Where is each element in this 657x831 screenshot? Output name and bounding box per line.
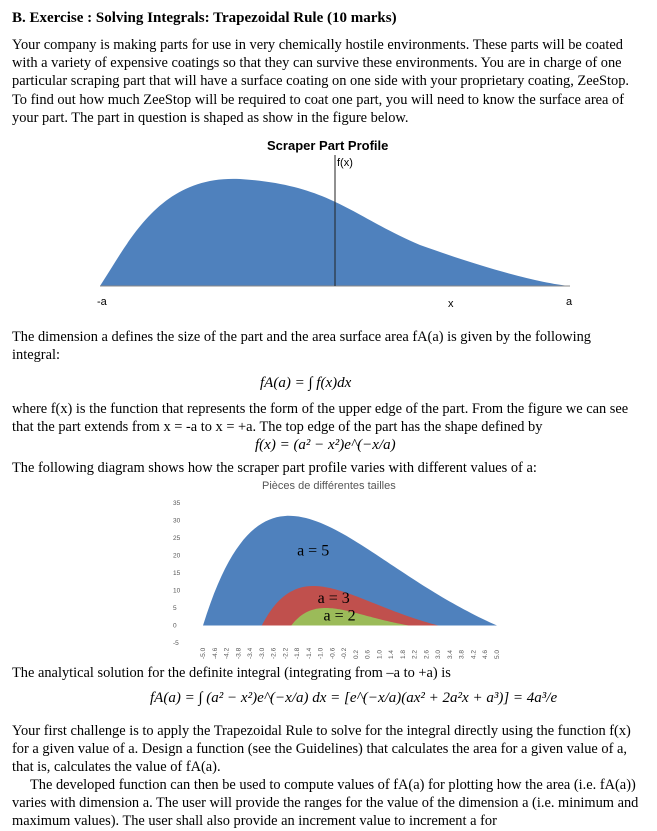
analytic-intro: The analytical solution for the definite integral (integrating from –a to +a) is xyxy=(12,665,451,681)
diagram-intro: The following diagram shows how the scraper part profile varies with different values of a: xyxy=(12,460,537,476)
x-tick-label: 4.2 xyxy=(470,649,478,659)
x-tick-label: -1.4 xyxy=(305,647,313,659)
x-tick-label: 3.8 xyxy=(458,649,466,659)
sizes-chart xyxy=(165,495,565,665)
x-tick-label: 3.0 xyxy=(435,649,443,659)
area-integral-equation: fA(a) = ∫ f(x)dx xyxy=(260,375,352,391)
series-label: a = 5 xyxy=(297,542,330,560)
x-tick-label: -5.0 xyxy=(200,647,207,659)
y-tick-label: -5 xyxy=(173,640,179,647)
profile-chart xyxy=(90,155,580,305)
x-tick-label: -2.2 xyxy=(282,647,290,659)
x-tick-label: 1.8 xyxy=(399,649,407,659)
y-tick-label: 30 xyxy=(173,517,181,525)
shape-equation: f(x) = (a² − x²)e^(−x/a) xyxy=(255,437,396,453)
sizes-chart-title: Pièces de différentes tailles xyxy=(262,480,396,492)
profile-x-label: x xyxy=(448,298,454,310)
x-tick-label: 2.2 xyxy=(411,649,419,659)
profile-chart-title: Scraper Part Profile xyxy=(267,138,389,153)
y-tick-label: 0 xyxy=(173,622,177,630)
x-tick-label: 2.6 xyxy=(423,649,431,659)
x-tick-label: -1.8 xyxy=(294,647,302,659)
y-tick-label: 35 xyxy=(173,500,181,507)
y-tick-label: 20 xyxy=(173,552,181,560)
x-tick-label: -3.0 xyxy=(258,647,266,659)
x-tick-label: -4.2 xyxy=(223,647,231,659)
x-tick-label: 4.6 xyxy=(482,649,490,659)
y-tick-label: 25 xyxy=(173,535,181,542)
x-tick-label: -1.0 xyxy=(317,647,325,659)
x-tick-label: -4.6 xyxy=(211,647,219,659)
x-tick-label: -2.6 xyxy=(270,647,278,659)
series-label: a = 3 xyxy=(317,589,350,607)
developed-paragraph: The developed function can then be used to compute values of fA(a) for plotting how the area (i.e. fA(a)) varies with dimension a. The user will provide the ranges for the value of the dimension a (i.e. minimum and maximum values). The user shall also provide an increment value to increment a for xyxy=(12,777,639,830)
y-tick-label: 10 xyxy=(173,587,181,595)
x-tick-label: 1.4 xyxy=(388,649,396,659)
x-tick-label: 0.6 xyxy=(364,649,372,659)
x-tick-label: 3.4 xyxy=(446,649,454,659)
where-paragraph: where f(x) is the function that represents the form of the upper edge of the part. From the figure we can see that the part extends from x = -a to x = +a. The top edge of the part has the shape defined by xyxy=(12,401,629,436)
x-tick-label: 1.0 xyxy=(376,649,384,659)
y-tick-label: 15 xyxy=(173,570,181,577)
profile-y-label: f(x) xyxy=(337,157,353,169)
dimension-paragraph: The dimension a defines the size of the part and the area surface area fA(a) is given by the following integral: xyxy=(12,329,591,364)
x-tick-label: -3.4 xyxy=(247,647,255,659)
x-tick-label: -0.6 xyxy=(329,647,337,659)
profile-left-label: -a xyxy=(97,296,107,308)
intro-paragraph: Your company is making parts for use in very chemically hostile environments. These parts will be coated with a variety of expensive coatings so that they can survive these environments. You are in charge of one particular scraping part that will have a surface coating on one side with your proprietary coating, ZeeStop. To find out how much ZeeStop will be required to coat one part, you will need to know the surface area of your part. The part in question is shaped as show in the figure below. xyxy=(12,37,629,126)
x-tick-label: 0.2 xyxy=(352,649,360,659)
x-tick-label: -0.2 xyxy=(341,647,349,659)
exercise-heading: B. Exercise : Solving Integrals: Trapezoidal Rule (10 marks) xyxy=(12,10,397,26)
y-tick-label: 5 xyxy=(173,605,177,612)
challenge-paragraph: Your first challenge is to apply the Trapezoidal Rule to solve for the integral directly using the function f(x) for a given value of a. Design a function (see the Guidelines) that calculates the area for a given value of a, that is, calculates the value of fA(a). xyxy=(12,723,631,776)
x-tick-label: -3.8 xyxy=(235,647,243,659)
series-label: a = 2 xyxy=(323,607,356,625)
x-tick-label: 5.0 xyxy=(494,649,501,659)
profile-right-label: a xyxy=(566,296,573,308)
analytic-equation: fA(a) = ∫ (a² − x²)e^(−x/a) dx = [e^(−x/a)(ax² + 2a²x + a³)] = 4a³/e xyxy=(150,690,558,706)
